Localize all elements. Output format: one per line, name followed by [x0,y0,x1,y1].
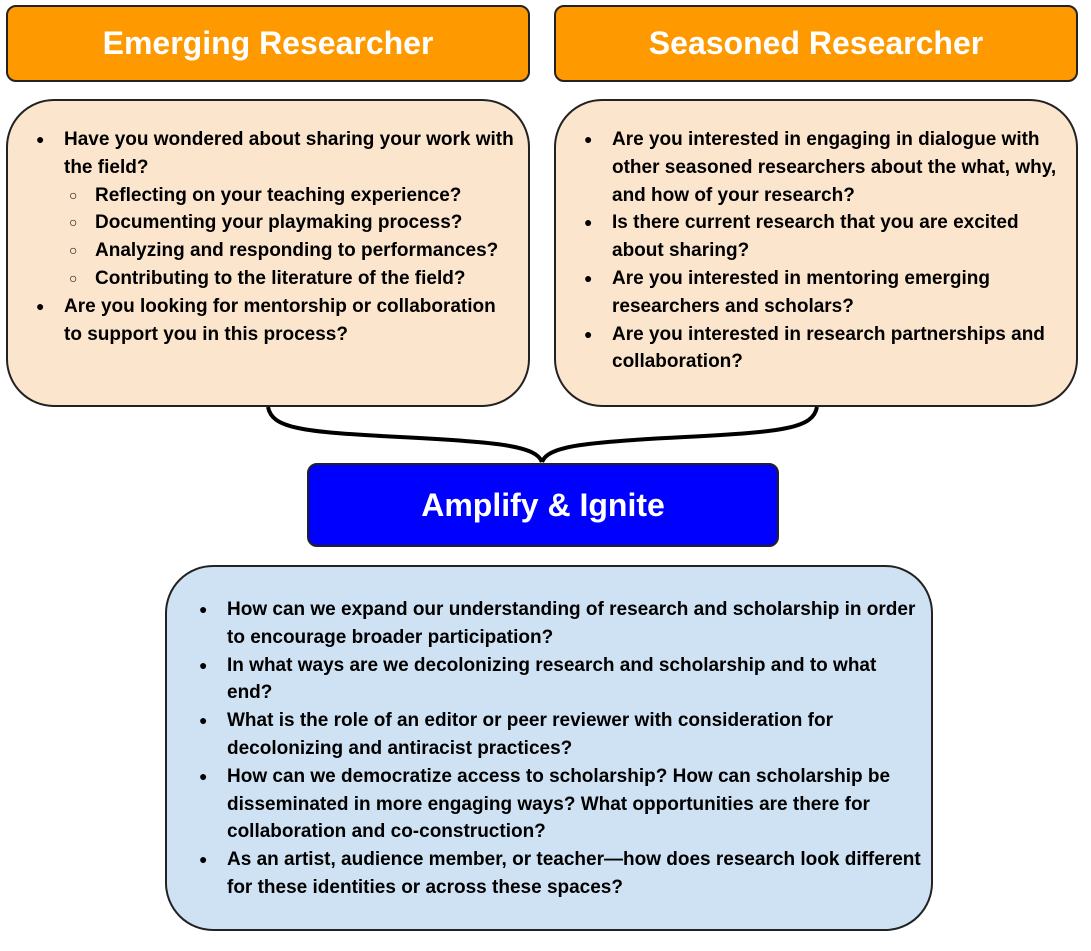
emerging-researcher-header [6,5,530,82]
seasoned-question: ● Are you interested in engaging in dialogue with other seasoned researchers about the what, why, and how of your research? [556,126,1066,209]
right-brace-line [542,407,817,462]
seasoned-question: ● Are you interested in research partnerships and collaboration? [556,321,1066,377]
seasoned-question-list [556,126,1066,376]
amplify-question: ● What is the role of an editor or peer reviewer with consideration for decolonizing and antiracist practices? [167,707,921,763]
emerging-question-text: Have you wondered about sharing your work with the field? [64,129,514,178]
amplify-ignite-title: Amplify & Ignite [421,486,665,523]
emerging-question-text: Are you looking for mentorship or collaboration to support you in this process? [64,295,496,345]
emerging-question [8,126,518,293]
emerging-subquestion: ○ Analyzing and responding to performances? [64,237,518,265]
amplify-question: ● As an artist, audience member, or teacher—how does research look different for these identities or across these spaces? [167,846,921,902]
amplify-ignite-box [165,565,933,931]
seasoned-researcher-header [554,5,1078,82]
seasoned-researcher-box [554,99,1078,407]
seasoned-question: ● Are you interested in mentoring emerging researchers and scholars? [556,265,1066,321]
emerging-researcher-box [6,99,530,407]
emerging-subquestion: ○ Documenting your playmaking process? [64,209,518,237]
amplify-question-list [167,596,921,902]
emerging-subquestion: ○ Reflecting on your teaching experience? [64,182,518,210]
left-brace-line [268,407,542,462]
emerging-researcher-title: Emerging Researcher [102,25,434,61]
amplify-question: ● In what ways are we decolonizing research and scholarship and to what end? [167,652,921,708]
emerging-subquestion-list [64,182,518,293]
amplify-question: ● How can we democratize access to scholarship? How can scholarship be disseminated in more engaging ways? What opportunities are there for collaboration and co-construction? [167,763,921,846]
amplify-question: ● How can we expand our understanding of research and scholarship in order to encourage broader participation? [167,596,921,652]
emerging-subquestion: ○ Contributing to the literature of the field? [64,265,518,293]
emerging-question-list [8,126,518,348]
seasoned-researcher-title: Seasoned Researcher [648,25,984,61]
seasoned-question: ● Is there current research that you are excited about sharing? [556,209,1066,265]
amplify-ignite-header [307,463,779,547]
emerging-question [8,293,518,349]
